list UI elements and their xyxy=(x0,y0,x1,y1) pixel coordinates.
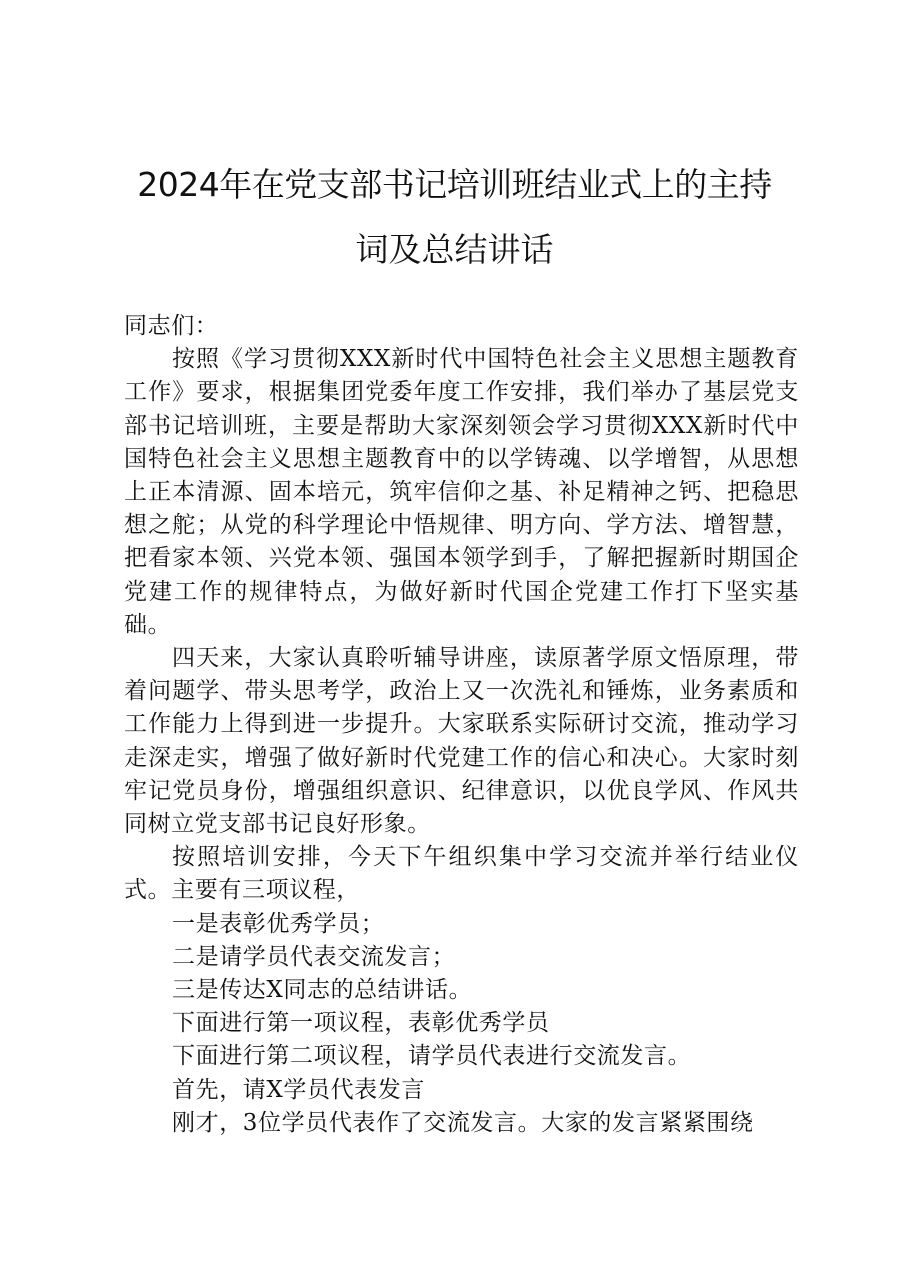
salutation: 同志们： xyxy=(124,313,219,339)
paragraph: 按照《学习贯彻XXX新时代中国特色社会主义思想主题教育工作》要求，根据集团党委年度工作安排，我们举办了基层党支部书记培训班，主要是帮助大家深刻领会学习贯彻XXX新时代中国特色社会主义思想主题教育中的以学铸魂、以学增智，从思想上正本清源、固本培元，筑牢信仰之基、补足精神之钙、把稳思想之舵；从党的科学理论中悟规律、明方向、学方法、增智慧，把看家本领、兴党本领、强国本领学到手，了解把握新时期国企党建工作的规律特点，为做好新时代国企党建工作打下坚实基础。 xyxy=(124,346,799,638)
paragraph: 刚才，3位学员代表作了交流发言。大家的发言紧紧围绕 xyxy=(172,1109,754,1136)
paragraph: 首先，请X学员代表发言 xyxy=(172,1076,425,1103)
agenda-item-2: 二是请学员代表交流发言； xyxy=(172,943,456,970)
agenda-item-1: 一是表彰优秀学员； xyxy=(172,910,385,937)
paragraph: 下面进行第一项议程，表彰优秀学员 xyxy=(172,1010,550,1037)
paragraph: 下面进行第二项议程，请学员代表进行交流发言。 xyxy=(172,1043,692,1070)
agenda-item-3: 三是传达X同志的总结讲话。 xyxy=(172,977,473,1004)
document-title-line-2: 词及总结讲话 xyxy=(355,230,554,269)
document-body xyxy=(124,310,799,1140)
paragraph: 按照培训安排，今天下午组织集中学习交流并举行结业仪式。主要有三项议程， xyxy=(124,844,799,904)
document-title-line-1: 2024年在党支部书记培训班结业式上的主持 xyxy=(137,165,772,204)
paragraph: 四天来，大家认真聆听辅导讲座，读原著学原文悟原理，带着问题学、带头思考学，政治上又一次洗礼和锤炼，业务素质和工作能力上得到进一步提升。大家联系实际研讨交流，推动学习走深走实，增强了做好新时代党建工作的信心和决心。大家时刻牢记党员身份，增强组织意识、纪律意识，以优良学风、作风共同树立党支部书记良好形象。 xyxy=(124,645,799,838)
